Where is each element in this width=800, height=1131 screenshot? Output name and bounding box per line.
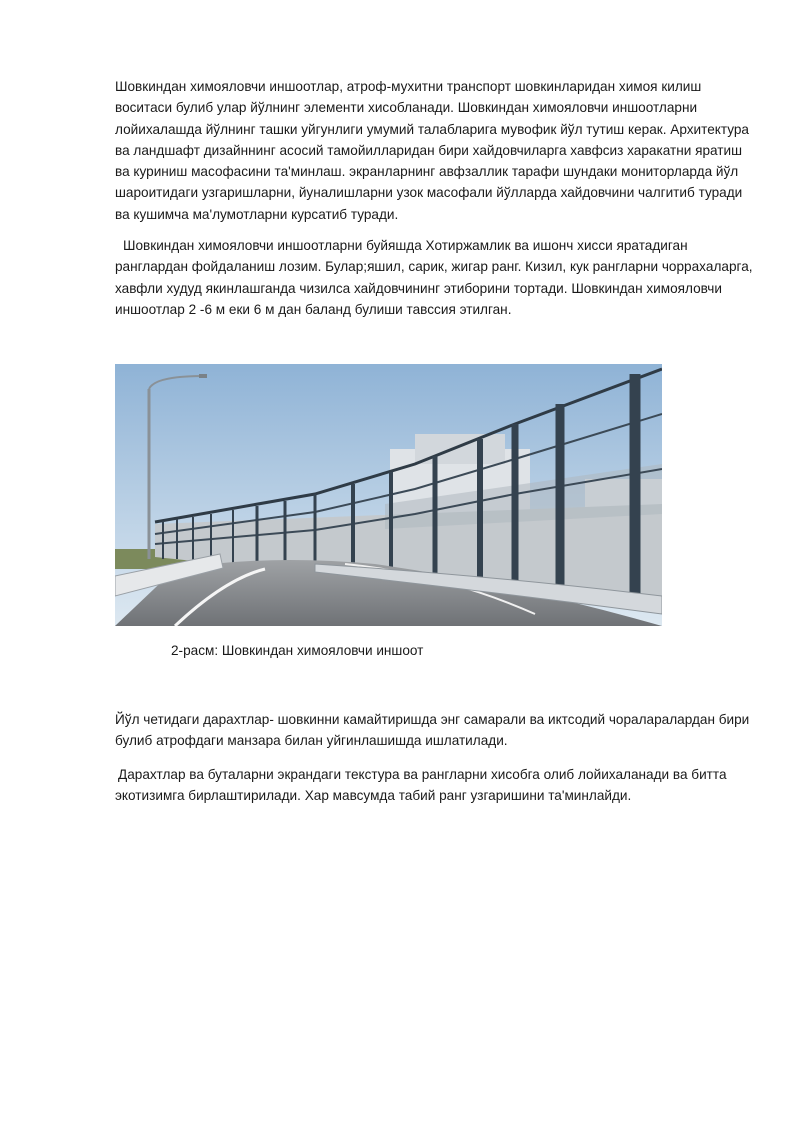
paragraph-noise-barriers-intro: Шовкиндан химояловчи иншоотлар, атроф-мухитни транспорт шовкинларидан химоя килиш воситаси булиб улар йўлнинг элементи хисобланади. Шовкиндан химояловчи иншоотларни лойихалашда йўлнинг ташки уйгунлиги умумий талабларига мувофик йўл тутиш керак. Архитектура ва ландшафт дизайннинг асосий тамойилларидан бири хайдовчиларга хавфсиз харакатни яратиш ва куриниш масофасини та'минлаш. экранларнинг авфзаллик тарафи шундаки мониторларда йўл шароитидаги узгаришларни, йуналишларни узок масофали йўлларда хайдовчини чалгитиб туради ва кушимча ма'лумотларни курсатиб туради.	[115, 79, 749, 222]
figure-caption: 2-расм: Шовкиндан химояловчи иншоот	[171, 643, 424, 658]
noise-barrier-photo	[115, 364, 662, 626]
paragraph-trees-shrubs: Дарахтлар ва буталарни экрандаги текстура ва рангларни хисобга олиб лойихаланади ва битта экотизимга бирлаштирилади. Хар мавсумда табий ранг узгаришини та'минлайди.	[115, 767, 727, 804]
highway-noise-barrier-illustration	[115, 364, 662, 626]
street-lamp-head	[199, 374, 207, 378]
paragraph-barrier-colors: Шовкиндан химояловчи иншоотларни буйяшда Хотиржамлик ва ишонч хисси яратадиган ранглардан фойдаланиш лозим. Булар;яшил, сарик, жигар ранг. Кизил, кук рангларни чорраxаларга, хавфли худуд якинлашганда чизилса хайдовчининг этиборини тортади. Шовкиндан химояловчи иншоотлар 2 -6 м еки 6 м дан баланд булиши тавссия этилган.	[115, 238, 753, 317]
paragraph-roadside-trees: Йўл четидаги дарахтлар- шовкинни камайтиришда энг самарали ва иктсодий чораларалардан бири булиб атрофдаги манзара билан уйгинлашишда ишлатилади.	[115, 712, 750, 749]
